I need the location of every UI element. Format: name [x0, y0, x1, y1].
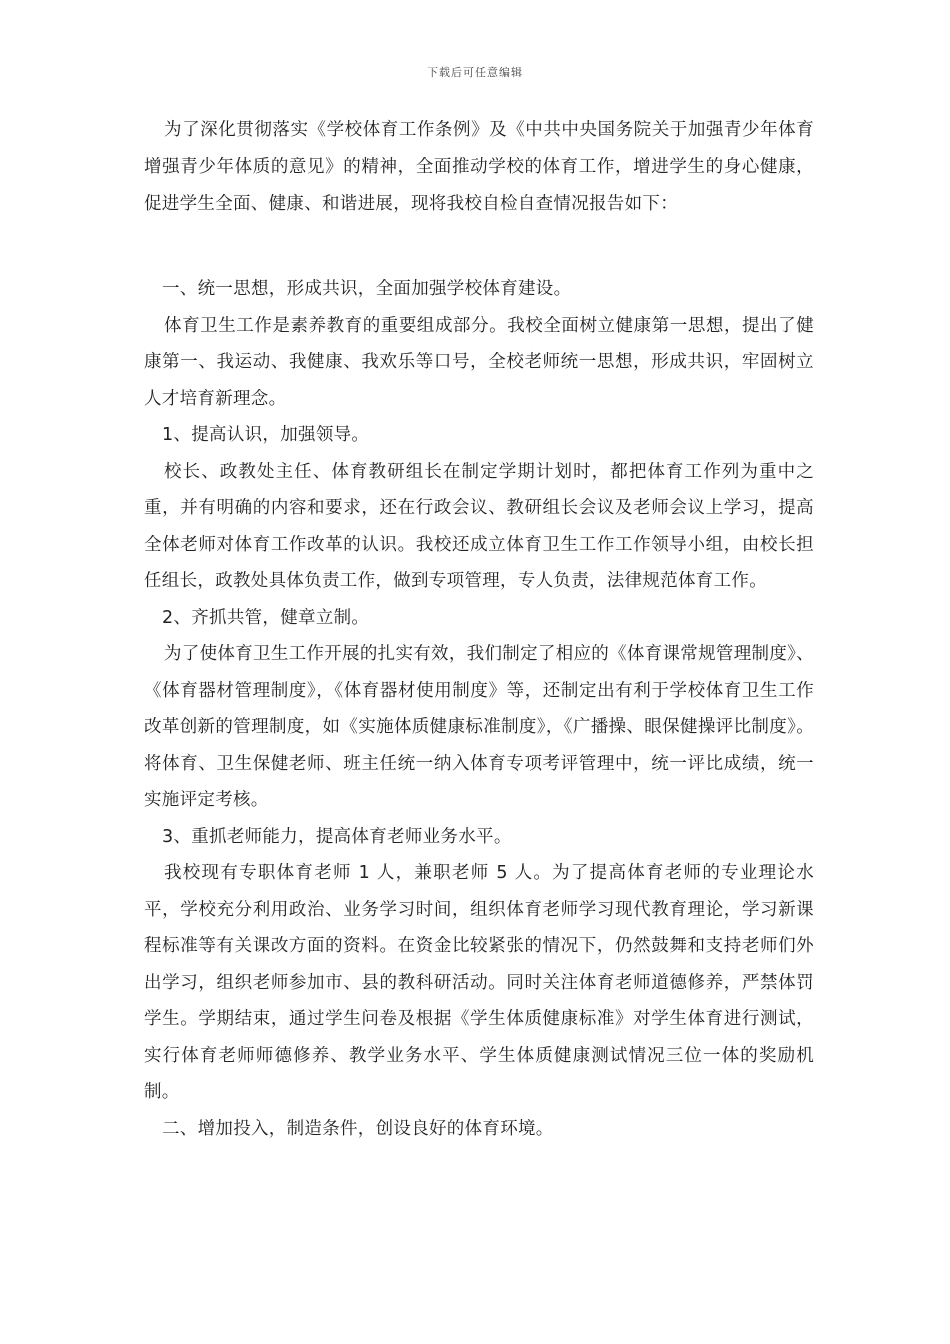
- section1-heading: 一、统一思想，形成共识，全面加强学校体育建设。: [162, 279, 572, 299]
- intro-paragraph: 为了深化贯彻落实《学校体育工作条例》及《中共中央国务院关于加强青少年体育增强青少年体质的意见》的精神，全面推动学校的体育工作，增进学生的身心健康，促进学生全面、健康、和谐进展，现将我校自检自查情况报告如下：: [144, 120, 814, 214]
- item3-heading: 3、重抓老师能力，提高体育老师业务水平。: [162, 826, 512, 847]
- item2-paragraph: 为了使体育卫生工作开展的扎实有效，我们制定了相应的《体育课常规管理制度》、《体育器材管理制度》，《体育器材使用制度》等，还制定出有利于学校体育卫生工作改革创新的管理制度，如《实施体质健康标准制度》，《广播操、眼保健操评比制度》。将体育、卫生保健老师、班主任统一纳入体育专项考评管理中，统一评比成绩，统一实施评定考核。: [144, 644, 814, 810]
- item1-paragraph: 校长、政教处主任、体育教研组长在制定学期计划时，都把体育工作列为重中之重，并有明确的内容和要求，还在行政会议、教研组长会议及老师会议上学习，提高全体老师对体育工作改革的认识。我校还成立体育卫生工作工作领导小组，由校长担任组长，政教处具体负责工作，做到专项管理，专人负责，法律规范体育工作。: [144, 461, 814, 591]
- item3-paragraph: 我校现有专职体育老师 1 人，兼职老师 5 人。为了提高体育老师的专业理论水平，学校充分利用政治、业务学习时间，组织体育老师学习现代教育理论，学习新课程标准等有关课改方面的资料。在资金比较紧张的情况下，仍然鼓舞和支持老师们外出学习，组织老师参加市、县的教科研活动。同时关注体育老师道德修养，严禁体罚学生。学期结束，通过学生问卷及根据《学生体质健康标准》对学生体育进行测试，实行体育老师师德修养、教学业务水平、学生体质健康测试情况三位一体的奖励机制。: [144, 863, 814, 1102]
- page-header: 下载后可任意编辑: [427, 66, 523, 79]
- document-body: [144, 112, 814, 1147]
- item1-heading: 1、提高认识，加强领导。: [162, 425, 370, 445]
- section1-paragraph: 体育卫生工作是素养教育的重要组成部分。我校全面树立健康第一思想，提出了健康第一、我运动、我健康、我欢乐等口号，全校老师统一思想，形成共识，牢固树立人才培育新理念。: [144, 315, 814, 409]
- paragraph-gap: [144, 223, 814, 271]
- item2-heading: 2、齐抓共管，健章立制。: [162, 607, 370, 628]
- section2-heading: 二、增加投入，制造条件，创设良好的体育环境。: [162, 1118, 554, 1139]
